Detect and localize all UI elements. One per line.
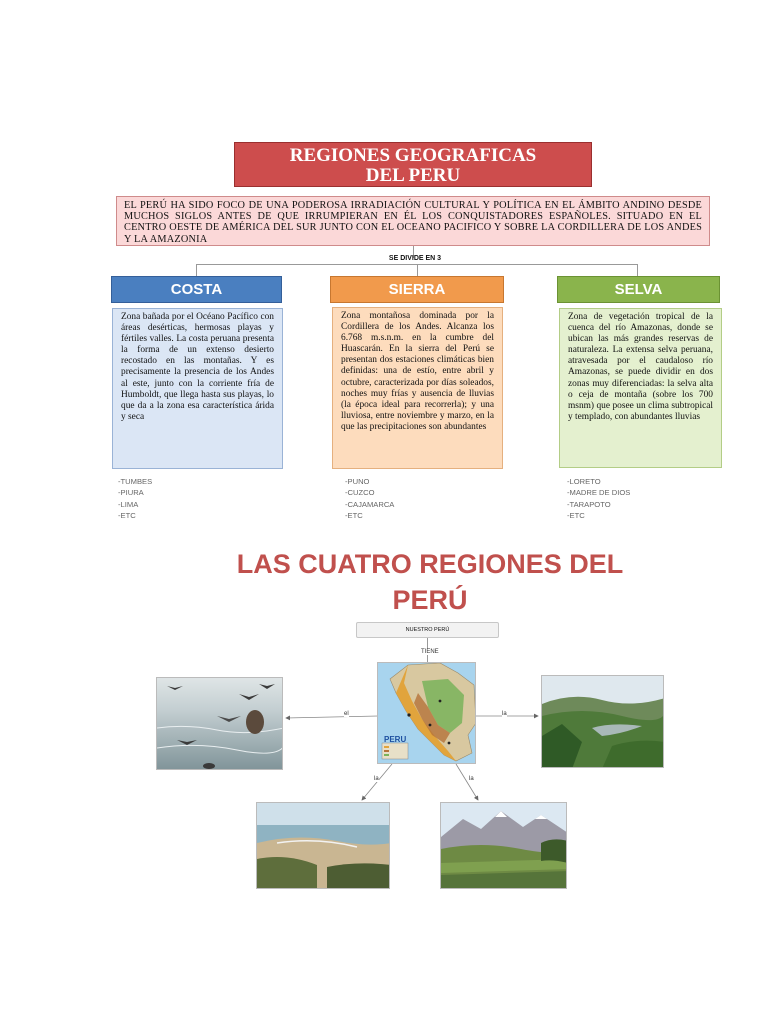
root-concept-box: NUESTRO PERÚ (356, 622, 499, 638)
section2-title-line1: LAS CUATRO REGIONES DEL (236, 549, 624, 579)
edge-label-bottom-right: la (469, 776, 474, 782)
edge-label-bottom-left: la (374, 776, 379, 782)
arrow-bottom-right (456, 764, 478, 800)
main-title-line1: REGIONES GEOGRAFICAS (289, 145, 537, 166)
divides-label: SE DIVIDE EN 3 (388, 255, 442, 262)
list-item: -TARAPOTO (567, 499, 611, 509)
list-item: -CAJAMARCA (345, 499, 395, 509)
list-item: -ETC (345, 510, 363, 520)
list-item: -LORETO (567, 477, 601, 486)
edge-label-right: la (502, 711, 507, 717)
list-item: -LIMA (118, 499, 139, 509)
list-item: -PUNO (345, 477, 370, 486)
sierra-description: Zona montañosa dominada por la Cordillera de los Andes. Alcanza los 6.768 m.s.n.m. en la cumbre del Huascarán. En la sierra del Perú se presentan dos estaciones climáticas bien definidas: una de estío, entre abril y octubre, caracterizada por días soleados, noches muy frías y ausencia de lluvias (la época ideal para recorrerla); y una lluviosa, entre noviembre y marzo, en la que las precipitaciones son abundantes (332, 307, 503, 469)
selva-description: Zona de vegetación tropical de la cuenca del río Amazonas, donde se ubican las más grandes reservas de naturaleza. La extensa selva peruana, atravesada por el caudaloso río Amazonas, se puede dividir en dos zonas muy diferenciadas: la selva alta o ceja de montaña (sobre los 700 msnm) que posee un clima subtropical y templado, con abundantes lluvias (559, 308, 722, 468)
map-label: PERU (384, 735, 407, 744)
sea-pelicans-photo (156, 677, 283, 770)
list-item: -ETC (118, 510, 136, 520)
main-title-line2: DEL PERU (365, 165, 461, 186)
list-item: -TUMBES (118, 477, 153, 486)
list-item: -ETC (567, 510, 585, 520)
list-item: -MADRE DE DIOS (567, 488, 631, 498)
peru-map-image (377, 662, 476, 764)
tiene-label: TIENE (421, 649, 439, 655)
andes-fields-photo (440, 802, 567, 889)
list-item: -PIURA (118, 488, 144, 498)
arrow-bottom-left (362, 764, 392, 800)
jungle-river-photo (541, 675, 664, 768)
costa-description: Zona bañada por el Océano Pacífico con áreas desérticas, hermosas playas y fértiles valles. La costa peruana presenta la forma de un extenso desierto recostado en las montañas. Y es precisamente la presencia de los Andes al este, junto con la corriente fría de Humboldt, que llega hasta sus playas, lo que da a la zona esa característica árida y seca (112, 308, 283, 469)
arrow-left (286, 716, 378, 718)
coast-photo (256, 802, 390, 889)
edge-label-left: el (344, 711, 349, 717)
list-item: -CUZCO (345, 488, 375, 498)
selva-header: SELVA (557, 276, 720, 303)
intro-paragraph: EL PERÚ HA SIDO FOCO DE UNA PODEROSA IRRADIACIÓN CULTURAL Y POLÍTICA EN EL ÁMBITO ANDINO DESDE MUCHOS SIGLOS ANTES DE QUE IRRUMPIERAN EN ÉL LOS CONQUISTADORES ESPAÑOLES. SITUADO EN EL CENTRO OESTE DE AMÉRICA DEL SUR JUNTO CON EL OCEANO PACIFICO Y SOBRE LA CORDILLERA DE LOS ANDES Y LA AMAZONIA (116, 196, 710, 246)
section2-title-line2: PERÚ (392, 585, 468, 615)
costa-header: COSTA (111, 276, 282, 303)
sierra-header: SIERRA (330, 276, 504, 303)
